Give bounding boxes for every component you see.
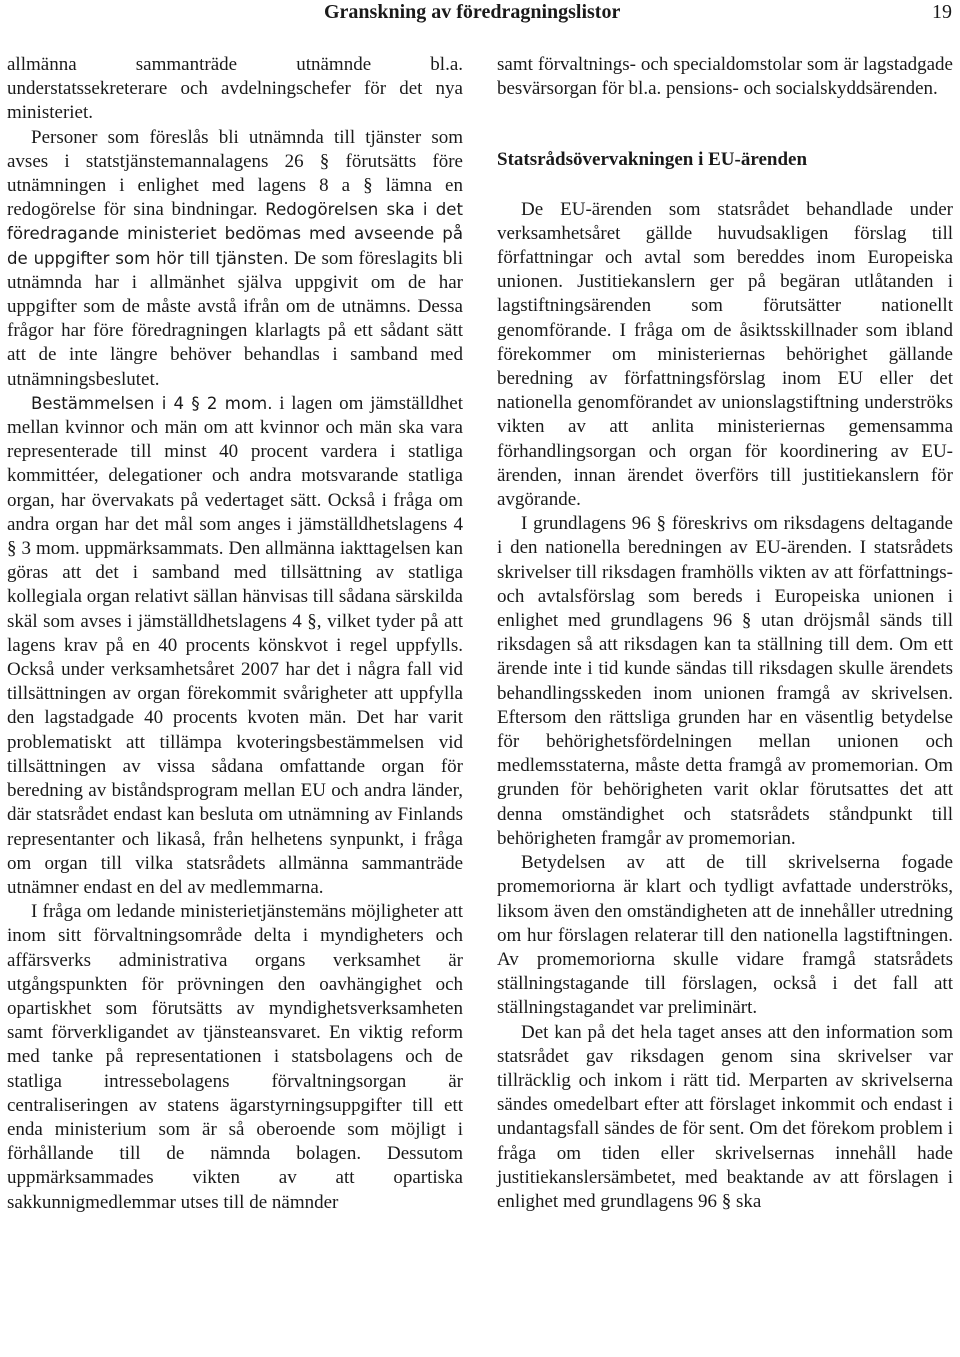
section-heading: Statsrådsövervakningen i EU-ärenden	[497, 149, 808, 171]
running-title: Granskning av föredragningslistor	[324, 1, 621, 23]
left-column	[7, 53, 463, 1215]
left-paragraph-2-text: Personer som föreslås bli utnämnda till tjänster som avses i statstjänstemannalagens 26 § förutsätts före utnämningen i enlighet med lagens 8 a § lämna en redogörelse för sina bindningar.	[7, 126, 463, 221]
right-paragraph-4: Betydelsen av att de till skrivelserna fogade promemoriorna är klart och tydligt avfattade underströks, liksom även den omständigheten att de innehåller utredning om hur förslagen relaterar till den nationella lagstiftningen. Av promemoriorna skulle vidare framgå statsrådets ställningstagande till förslagen, också i det fall att ställningstagandet var preliminärt.	[497, 852, 953, 1019]
left-paragraph-1: allmänna sammanträde utnämnde bl.a. understatssekreterare och avdelningschefer för det nya ministeriet.	[7, 54, 463, 124]
left-paragraph-4: I fråga om ledande ministerietjänstemäns möjligheter att inom sitt förvaltningsområde delta i myndigheters och affärsverks administrativa organs verksamhet är utgångspunkten för prövningen den oavhängighet och opartiskhet som förutsätts av myndighetsverksamheten samt förverkligandet av tjänsteansvaret. En viktig reform med tanke på representationen i statsbolagens och de statliga intressebolagens förvaltningsorgan är centraliseringen av statens ägarstyrningsuppgifter till ett enda ministerium som är så oberoende som möjligt i förhållande till de nämnda bolagen. Dessutom uppmärksammades vikten av att opartiska sakkunnigmedlemmar utses till de nämnder	[7, 901, 463, 1213]
left-paragraph-2-rest: De som föreslagits bli utnämnda har i allmänhet själva uppgivit om de har uppgifter som de måste avstå ifrån om de utnämns. Dessa frågor har före föredragningen klarlagts på ett sådant sätt att de inte längre behöver behandlas i samband med utnämningsbeslutet.	[7, 247, 463, 390]
left-paragraph-2	[7, 126, 463, 392]
left-paragraph-3-text: i lagen om jämställdhet mellan kvinnor och män om att kvinnor och män ska vara representerade till minst 40 procent vardera i statliga kommittéer, delegationer och andra motsvarande statliga organ, har övervakats på vedertaget sätt. Också i fråga om andra organ har det mål som anges i jämställdhetslagens 4 § 3 mom. uppmärksammats. Den allmänna iakttagelsen kan göras att det i samband med tillsättning av statliga kollegiala organ relativt sällan hänvisas till sådana särskilda skäl som avses i jämställdhetslagens 4 §, vilket tyder på att lagens krav på en 40 procents könskvot i regel uppfylls. Också under verksamhetsåret 2007 har det i några fall vid tillsättningen av organ förekommit svårigheter att uppfylla den lagstadgade 40 procents kvoten män. Det har varit problematiskt att tillämpa kvoteringsbestämmelsen vid tillsättningen av vissa sådana omfattande organ för beredning av biståndsprogram mellan EU och andra länder, där statsrådet endast kan besluta om utnämning av Finlands representanter och likaså, från helhetens synpunkt, i fråga om organ till vilka statsrådets allmänna sammanträde utnämner endast en del av medlemmarna.	[7, 392, 463, 898]
right-paragraph-1: samt förvaltnings- och specialdomstolar som är lagstadgade besvärsorgan för bl.a. pensions- och socialskyddsärenden.	[497, 54, 953, 100]
right-paragraph-2: De EU-ärenden som statsrådet behandlade under verksamhetsåret gällde huvudsakligen förslag till författningar och avtal som bereddes inom Europeiska unionen. Justitiekanslern ger på begäran utlåtanden i lagstiftningsärenden som förutsätter nationellt genomförande. I fråga om de åsiktsskillnader som ibland förekommer om ministeriernas behörighet gällande beredning av författningsförslag inom EU eller det nationella genomförandet av unionslagstiftning underströks vikten av att anlita ministeriernas gemensamma förhandlingsorgan och organ för koordinering av EU-ärenden, innan ärendet överförs till justitiekanslern för avgörande.	[497, 198, 953, 511]
left-paragraph-3-sans-text: Bestämmelsen i 4 § 2 mom.	[31, 393, 273, 413]
right-paragraph-5: Det kan på det hela taget anses att den information som statsrådet gav riksdagen genom sina skrivelser var tillräcklig och inkom i rätt tid. Merparten av skrivelserna sändes omedelbart efter att förslaget inkommit och endast i undantagsfall sändes de för sent. Om det förekom problem i fråga om tiden eller skrivelsernas innehåll hade justitiekanslersämbetet, med beaktande av att förslagen i enlighet med grundlagens 96 § ska	[497, 1021, 953, 1212]
page-number: 19	[932, 1, 952, 23]
right-paragraph-3: I grundlagens 96 § föreskrivs om riksdagens deltagande i den nationella beredningen av EU-ärenden. I statsrådets skrivelser till riksdagen framhölls vikten av att författnings- och avtalsförslag som bereds i Europeiska unionen i enlighet med grundlagens 96 § utan dröjsmål sänds till riksdagen så att riksdagen kan ta ställning till dem. Om ett ärende inte i tid kunde sändas till riksdagen skulle ärendets behandlingsskeden inom unionen framgå av skrivelsen. Eftersom den rättsliga grunden har en väsentlig betydelse för behörighetsfördelningen mellan unionen och medlemsstaterna, måste detta framgå av promemorian. Om grunden för behörigheten varit oklar förutsattes det att denna omständighet och statsrådets ståndpunkt till behörigheten framgår av promemorian.	[497, 513, 953, 849]
right-column	[497, 53, 953, 1214]
left-paragraph-2-sans-text: Redogörelsen ska i det föredragande ministeriet bedömas med avseende på de uppgifter som hör till tjänsten.	[7, 200, 464, 268]
left-paragraph-3	[7, 392, 463, 900]
page-header	[0, 0, 960, 28]
